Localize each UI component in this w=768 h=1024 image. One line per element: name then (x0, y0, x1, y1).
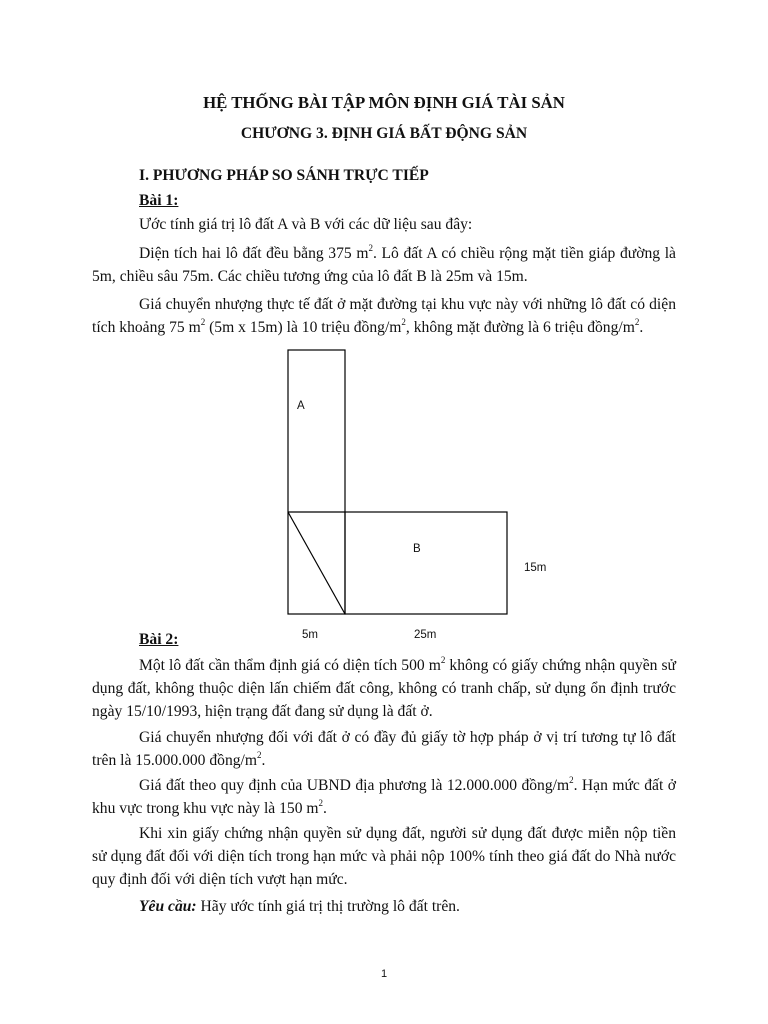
diagram-label-5m: 5m (302, 629, 318, 641)
text-run: Giá chuyển nhượng thực tế đất ở mặt đường tại khu vực này với những lô đất có diện tích khoảng 75 m (92, 296, 676, 336)
bai2-paragraph-4: Khi xin giấy chứng nhận quyền sử dụng đất, người sử dụng đất được miễn nộp tiền sử dụng đất đối với diện tích trong hạn mức và phải nộp 100% tính theo giá đất do Nhà nước quy định đối với diện tích vượt hạn mức. (92, 825, 676, 888)
requirement-label: Yêu cầu: (139, 898, 197, 915)
superscript: 2 (634, 316, 640, 327)
superscript: 2 (200, 316, 206, 327)
requirement-text: Hãy ước tính giá trị thị trường lô đất trên. (196, 898, 460, 915)
text-run: . (323, 800, 327, 817)
document-title: HỆ THỐNG BÀI TẬP MÔN ĐỊNH GIÁ TÀI SẢN (203, 93, 565, 112)
chapter-title: CHƯƠNG 3. ĐỊNH GIÁ BẤT ĐỘNG SẢN (240, 125, 528, 142)
text-run: . Hạn mức đất ở khu vực trong khu vực này là 150 m (92, 777, 676, 817)
superscript: 2 (318, 797, 324, 808)
text-run: . (261, 752, 266, 769)
bai2-paragraph-1 (92, 654, 676, 723)
superscript: 2 (440, 654, 446, 665)
bai1-paragraph-3 (92, 293, 676, 339)
text-run: không có giấy chứng nhận quyền sử dụng đất, không thuộc diện lấn chiếm đất công, không có tranh chấp, sử dụng ổn định trước ngày 15/10/1993, hiện trạng đất đang sử dụng là đất ở. (92, 657, 677, 720)
bai2-label (139, 628, 178, 651)
superscript: 2 (401, 316, 406, 327)
text-run: Giá chuyển nhượng đối với đất ở có đầy đủ giấy tờ hợp pháp ở vị trí tương tự lô đất trên là 15.000.000 đồng/m (92, 729, 676, 769)
bai2-paragraph-2 (92, 726, 676, 772)
text-run: Diện tích hai lô đất đều bằng 375 m (139, 245, 369, 262)
superscript: 2 (368, 242, 373, 253)
bai2-label-text: Bài 2: (139, 631, 179, 648)
bai1-label-text: Bài 1: (139, 192, 179, 209)
text-run: (5m x 15m) là 10 triệu đồng/m (205, 319, 402, 336)
diagram-label-b: B (413, 543, 421, 555)
section-heading: I. PHƯƠNG PHÁP SO SÁNH TRỰC TIẾP (139, 167, 429, 184)
bai1-label (139, 189, 178, 212)
superscript: 2 (257, 749, 262, 760)
plot-a-rect (288, 350, 345, 614)
text-run: , không mặt đường là 6 triệu đồng/m (405, 319, 635, 336)
text-run: Một lô đất cần thẩm định giá có diện tích 500 m (139, 657, 441, 674)
superscript: 2 (569, 774, 574, 785)
diagram-label-a: A (297, 400, 305, 412)
bai2-requirement (92, 895, 676, 918)
bai2-paragraph-3 (92, 774, 676, 820)
diagram-label-15m: 15m (524, 562, 547, 574)
diagram-label-25m: 25m (414, 629, 437, 641)
page-number: 1 (380, 968, 388, 980)
bai1-paragraph-2 (92, 242, 676, 288)
text-run: Giá đất theo quy định của UBND địa phương là 12.000.000 đồng/m (139, 777, 570, 794)
text-run: . (639, 319, 644, 336)
bai1-paragraph-1: Ước tính giá trị lô đất A và B với các dữ liệu sau đây: (139, 216, 473, 233)
text-run: . Lô đất A có chiều rộng mặt tiền giáp đường là 5m, chiều sâu 75m. Các chiều tương ứng của lô đất B là 25m và 15m. (92, 245, 676, 285)
plot-a-diagonal (288, 512, 345, 614)
plot-b-rect (345, 512, 507, 614)
